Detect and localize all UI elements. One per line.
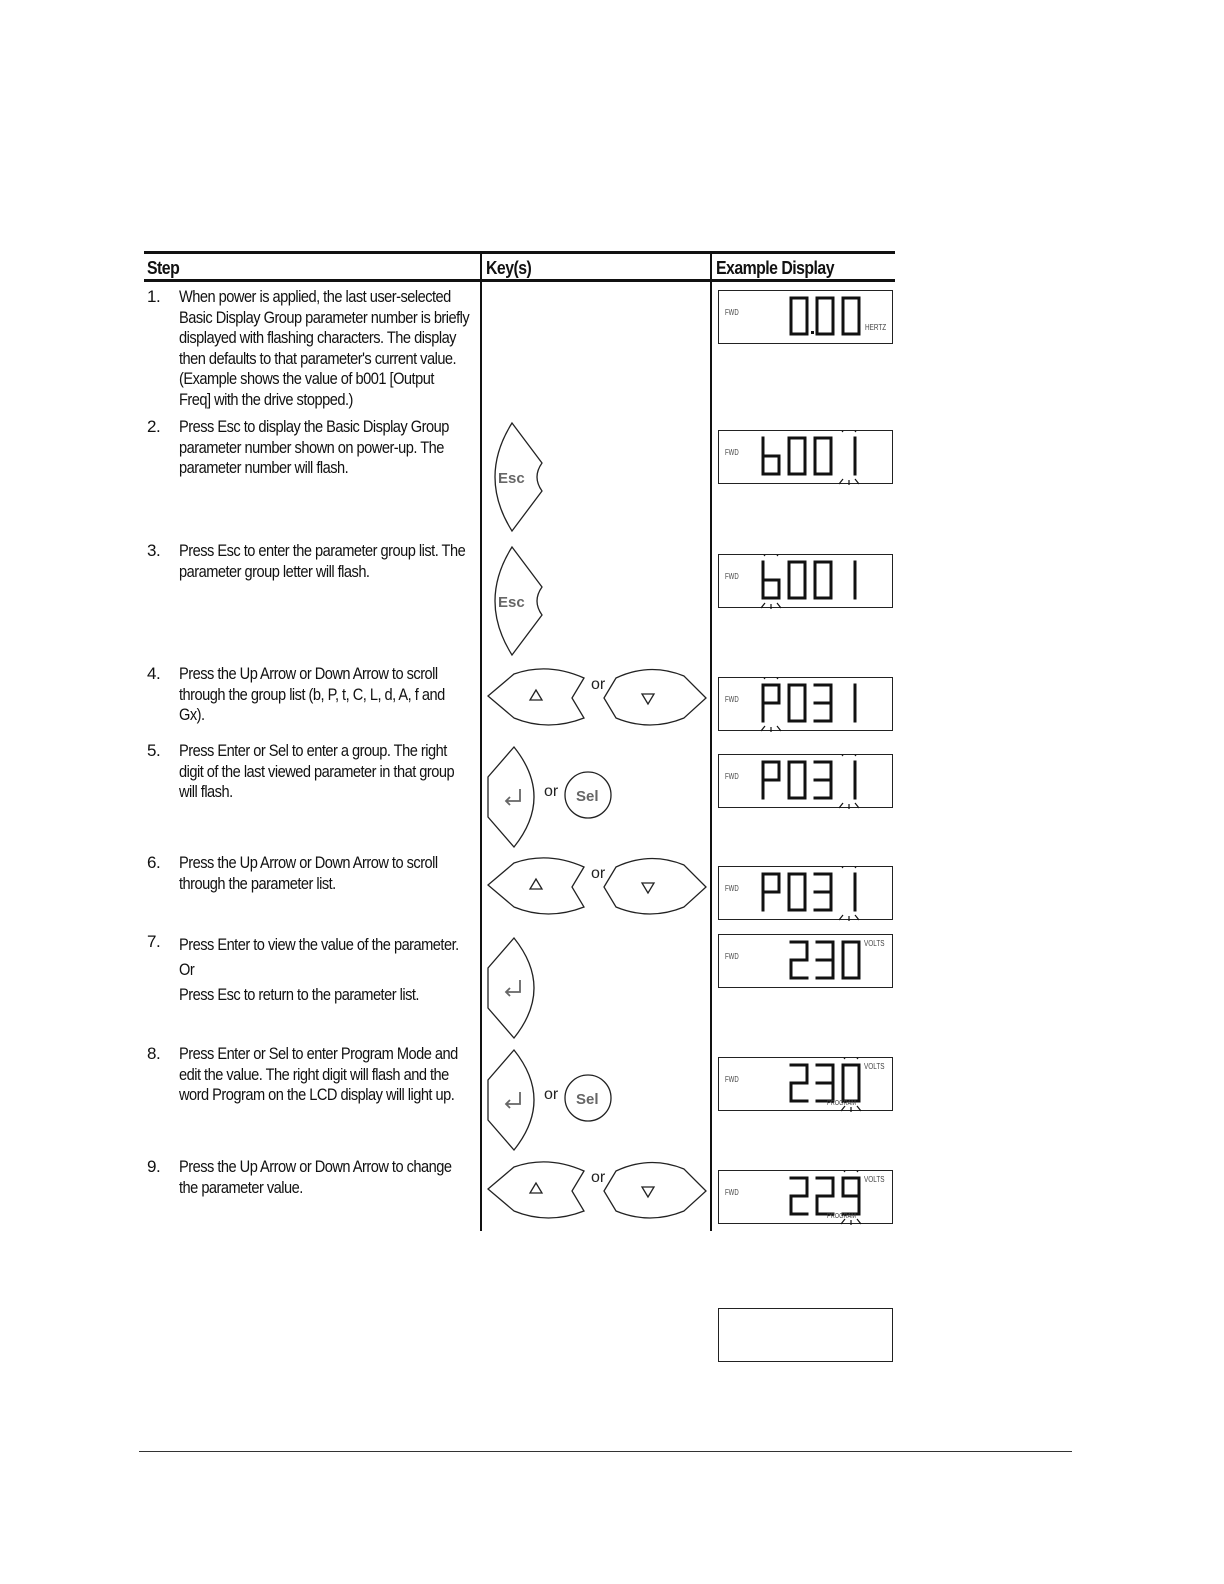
table-header <box>144 251 895 282</box>
lcd-display <box>718 290 893 344</box>
lcd-fwd-indicator: FWD <box>725 695 739 704</box>
up-arrow-key[interactable] <box>488 1162 584 1218</box>
keys-cell <box>484 745 709 865</box>
step-text: Press Enter or Sel to enter a group. The right digit of the last viewed parameter in that group will flash. <box>179 741 455 801</box>
column-divider <box>480 251 482 1231</box>
sel-key-label: Sel <box>576 788 599 805</box>
step-number: 4. <box>147 664 161 683</box>
enter-key[interactable] <box>488 747 534 847</box>
step-number: 9. <box>147 1157 161 1176</box>
header-keys: Key(s) <box>486 258 532 278</box>
keys-cell <box>484 936 709 1056</box>
lcd-fwd-indicator: FWD <box>725 884 739 893</box>
down-arrow-key[interactable] <box>604 1162 706 1218</box>
lcd-unit-label: HERTZ <box>865 323 887 332</box>
step-number: 2. <box>147 417 161 436</box>
up-arrow-key[interactable] <box>488 669 584 725</box>
lcd-digits <box>719 555 894 609</box>
esc-key[interactable] <box>484 545 554 657</box>
or-label: or <box>544 783 559 800</box>
step-number: 5. <box>147 741 161 760</box>
step-number: 1. <box>147 287 161 306</box>
step-text: When power is applied, the last user-selected Basic Display Group parameter number is briefly displayed with flashing characters. The display then defaults to that parameter's current value. (Example shows the value of b001 [Output Freq] with the drive stopped.) <box>179 287 470 409</box>
step-number: 3. <box>147 541 161 560</box>
step-text: Press Enter to view the value of the parameter. Or Press Esc to return to the parameter list. <box>179 935 459 1004</box>
keys-cell <box>484 545 709 665</box>
step-text: Press Esc to display the Basic Display Group parameter number shown on power-up. The parameter number will flash. <box>179 417 449 477</box>
lcd-fwd-indicator: FWD <box>725 952 739 961</box>
step-text: Press the Up Arrow or Down Arrow to scroll through the parameter list. <box>179 853 438 893</box>
lcd-display <box>718 430 893 484</box>
enter-key[interactable] <box>488 1050 534 1150</box>
header-step: Step <box>147 258 180 278</box>
step-number: 7. <box>147 932 161 951</box>
esc-key-label: Esc <box>498 470 525 487</box>
or-label: or <box>544 1086 559 1103</box>
column-divider <box>710 251 712 1231</box>
esc-key-label: Esc <box>498 594 525 611</box>
lcd-display <box>718 1057 893 1111</box>
down-arrow-key[interactable] <box>604 858 706 914</box>
lcd-unit-label: VOLTS <box>864 1062 885 1071</box>
lcd-display <box>718 677 893 731</box>
step-text: Press Enter or Sel to enter Program Mode and edit the value. The right digit will flash and the word Program on the LCD display will light up. <box>179 1044 458 1104</box>
lcd-display <box>718 934 893 988</box>
keys-cell <box>484 1048 709 1168</box>
enter-key[interactable] <box>484 936 554 1046</box>
or-label: or <box>591 676 606 693</box>
lcd-digits <box>719 867 894 921</box>
lcd-fwd-indicator: FWD <box>725 772 739 781</box>
lcd-digits <box>719 431 894 485</box>
lcd-digits <box>719 291 894 345</box>
lcd-program-label: PROGRAM <box>827 1213 856 1220</box>
lcd-display <box>718 866 893 920</box>
step-number: 6. <box>147 853 161 872</box>
or-label: or <box>591 865 606 882</box>
step-text: Press the Up Arrow or Down Arrow to change the parameter value. <box>179 1157 452 1197</box>
step-number: 8. <box>147 1044 161 1063</box>
step-text: Press the Up Arrow or Down Arrow to scroll through the group list (b, P, t, C, L, d, A, f and Gx). <box>179 664 445 724</box>
footer-rule <box>139 1451 1072 1452</box>
lcd-display <box>718 1308 893 1362</box>
lcd-program-label: PROGRAM <box>827 1100 856 1107</box>
lcd-fwd-indicator: FWD <box>725 1188 739 1197</box>
or-label: or <box>591 1169 606 1186</box>
lcd-display <box>718 754 893 808</box>
sel-key-label: Sel <box>576 1091 599 1108</box>
lcd-fwd-indicator: FWD <box>725 1075 739 1084</box>
lcd-unit-label: VOLTS <box>864 939 885 948</box>
esc-key[interactable] <box>484 421 554 533</box>
up-arrow-key[interactable] <box>488 858 584 914</box>
lcd-digits <box>719 678 894 732</box>
lcd-digits <box>719 755 894 809</box>
lcd-fwd-indicator: FWD <box>725 572 739 581</box>
lcd-display <box>718 1170 893 1224</box>
step-text: Press Esc to enter the parameter group list. The parameter group letter will flash. <box>179 541 466 581</box>
keys-cell <box>484 1161 709 1281</box>
sel-key[interactable] <box>565 1075 611 1121</box>
header-example-display: Example Display <box>716 258 834 278</box>
keys-cell <box>484 421 709 541</box>
lcd-fwd-indicator: FWD <box>725 448 739 457</box>
lcd-display <box>718 554 893 608</box>
down-arrow-key[interactable] <box>604 669 706 725</box>
lcd-unit-label: VOLTS <box>864 1175 885 1184</box>
lcd-fwd-indicator: FWD <box>725 308 739 317</box>
sel-key[interactable] <box>565 772 611 818</box>
